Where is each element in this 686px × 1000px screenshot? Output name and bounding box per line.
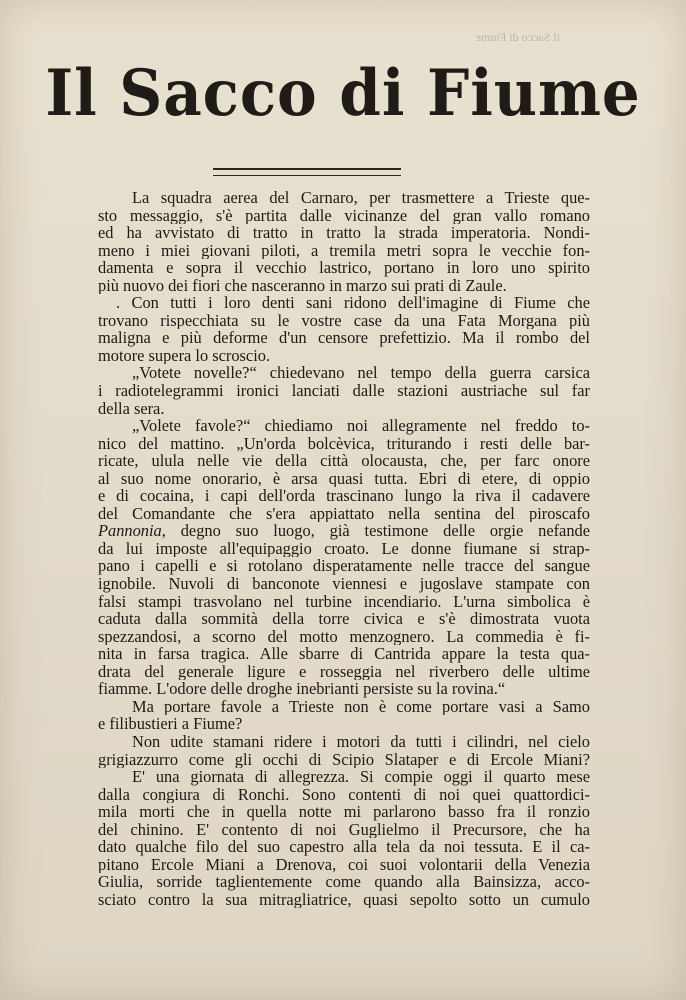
- document-title: Il Sacco di Fiume: [45, 56, 641, 131]
- body-line: motore supera lo scroscio.: [98, 346, 271, 365]
- body-line: ricate, ulula nelle vie della città olocausta, che, per farc onore: [98, 452, 590, 470]
- body-line: drata del generale ligure e rosseggia nel riverbero delle ultime: [98, 662, 590, 681]
- document-body: [98, 189, 590, 908]
- body-line: del Comandante che s'era appiattato nella sentina del piroscafo: [98, 504, 590, 523]
- body-line: falsi stampi trasvolano nel turbine incendiario. L'urna simbolica è: [98, 592, 590, 611]
- body-line: „Votete novelle?“ chiedevano nel tempo della guerra carsica: [132, 364, 590, 383]
- title-divider: [213, 168, 401, 176]
- body-line: dalla congiura di Ronchi. Sono contenti di noi quei quattordici-: [98, 785, 590, 804]
- body-line: grigiazzurro come gli occhi di Scipio Slataper e di Ercole Miani?: [98, 750, 590, 769]
- body-line: e filibustieri a Fiume?: [98, 715, 243, 733]
- body-line: nita in farsa tragica. Alle sbarre di Cantrida appare la testa qua-: [98, 645, 590, 663]
- body-line: mila morti che in quella notte mi parlarono basso fra il ronzio: [98, 803, 590, 821]
- body-line: da lui imposte all'equipaggio croato. Le donne fiumane si strap-: [98, 539, 590, 558]
- body-line: nico del mattino. „Un'orda bolcèvica, triturando i resti delle bar-: [98, 434, 590, 453]
- body-line: damenta e sopra il vecchio lastrico, portano in loro uno spirito: [98, 259, 590, 277]
- body-line: pitano Ercole Miani a Drenova, coi suoi volontarii della Venezia: [98, 855, 590, 874]
- body-line: ignobile. Nuvoli di banconote viennesi e jugoslave stampate con: [98, 575, 590, 593]
- body-line: al suo nome onorario, è arsa quasi tutta. Ebri di etere, di oppio: [98, 469, 590, 488]
- body-line: della sera.: [98, 399, 165, 418]
- body-line: meno i miei giovani piloti, a tremila metri sopra le vecchie fon-: [98, 241, 590, 260]
- body-line: sto messaggio, s'è partita dalle vicinanze del gran vallo romano: [98, 206, 590, 225]
- body-line: Non udite stamani ridere i motori da tutti i cilindri, nel cielo: [132, 732, 590, 751]
- body-line: Giulia, sorride taglientemente come quando alla Bainsizza, acco-: [98, 873, 590, 891]
- body-line: Pannonia, degno suo luogo, già testimone delle orgie nefande: [98, 522, 590, 540]
- body-line: del chinino. E' contento di noi Guglielmo il Precursore, che ha: [98, 820, 590, 839]
- body-line: trovano rispecchiata su le vostre case da una Fata Morgana più: [98, 311, 590, 330]
- body-line: e di cocaina, i capi dell'orda trascinano lungo la riva il cadavere: [98, 487, 590, 505]
- body-line: dato qualche filo del suo capestro alla tela da noi tessuta. E il ca-: [98, 838, 590, 856]
- body-line: „Volete favole?“ chiediamo noi allegramente nel freddo to-: [132, 417, 590, 435]
- body-line: Ma portare favole a Trieste non è come portare vasi a Samo: [132, 697, 590, 716]
- body-line: spezzandosi, a scorno del motto menzognero. La commedia è fi-: [98, 627, 590, 646]
- body-line: pano i capelli e si rotolano disperatamente nelle tracce del sangue: [98, 557, 590, 576]
- body-line: più nuovo dei fiori che nasceranno in marzo sui prati di Zaule.: [98, 276, 507, 295]
- body-line: i radiotelegrammi ironici lanciati dalle stazioni austriache sul far: [98, 382, 590, 400]
- body-line: fiamme. L'odore delle droghe inebrianti persiste su la rovina.“: [98, 680, 506, 698]
- body-line: sciato contro la sua mitragliatrice, quasi sepolto sotto un cumulo: [98, 890, 590, 909]
- body-line: caduta dalla sommità della torre civica e s'è dimostrata vuota: [98, 610, 590, 628]
- body-line: La squadra aerea del Carnaro, per trasmettere a Trieste que-: [132, 189, 590, 207]
- bleed-through-text: il Sacco di Fiume: [475, 30, 560, 44]
- body-line: . Con tutti i loro denti sani ridono dell'imagine di Fiume che: [116, 294, 590, 312]
- body-line: ed ha avvistato di tratto in tratto la strada imperatoria. Nondi-: [98, 224, 590, 242]
- body-line: E' una giornata di allegrezza. Si compie oggi il quarto mese: [132, 768, 590, 786]
- body-line: maligna e più deforme d'un censore prefettizio. Ma il rombo del: [98, 329, 590, 347]
